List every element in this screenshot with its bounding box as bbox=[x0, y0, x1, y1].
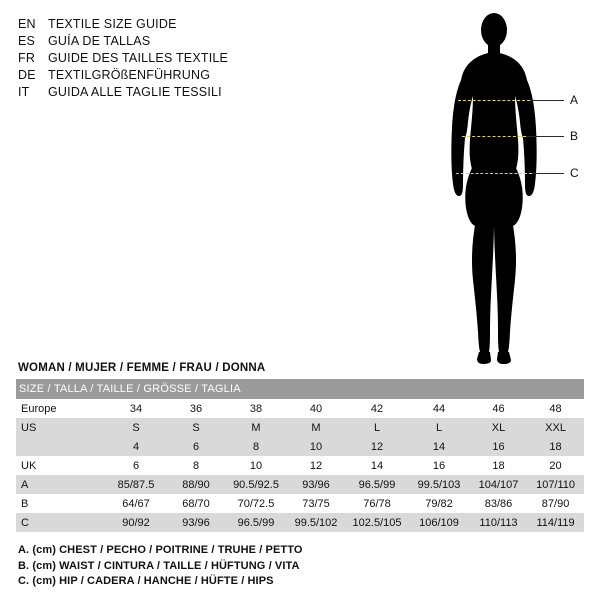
language-code: ES bbox=[18, 34, 36, 48]
cell: 93/96 bbox=[286, 475, 346, 494]
table-row bbox=[16, 494, 584, 513]
cell: 34 bbox=[106, 399, 166, 418]
cell: L bbox=[408, 418, 470, 437]
cell: 46 bbox=[470, 399, 527, 418]
cell: 64/67 bbox=[106, 494, 166, 513]
measure-leader-a bbox=[530, 100, 564, 101]
cell: M bbox=[226, 418, 286, 437]
cell: 68/70 bbox=[166, 494, 226, 513]
cell: 96.5/99 bbox=[226, 513, 286, 532]
measure-line-b bbox=[462, 136, 526, 137]
body-figure-diagram bbox=[410, 8, 590, 368]
language-title: TEXTILE SIZE GUIDE bbox=[48, 17, 177, 31]
cell: 12 bbox=[286, 456, 346, 475]
cell: 83/86 bbox=[470, 494, 527, 513]
cell: 110/113 bbox=[470, 513, 527, 532]
cell: 90.5/92.5 bbox=[226, 475, 286, 494]
measure-leader-c bbox=[532, 173, 564, 174]
table-row bbox=[16, 437, 584, 456]
measure-label-b: B bbox=[570, 129, 579, 143]
cell: 102.5/105 bbox=[346, 513, 408, 532]
language-titles bbox=[18, 16, 318, 101]
legend-item-b: B. (cm) WAIST / CINTURA / TAILLE / HÜFTUNG / VITA bbox=[18, 559, 300, 572]
legend-item-a: A. (cm) CHEST / PECHO / POITRINE / TRUHE / PETTO bbox=[18, 544, 303, 556]
language-title: GUIDE DES TAILLES TEXTILE bbox=[48, 51, 229, 65]
cell: 8 bbox=[166, 456, 226, 475]
row-label: A bbox=[16, 475, 106, 494]
cell: L bbox=[346, 418, 408, 437]
language-row bbox=[18, 84, 318, 101]
cell: 87/90 bbox=[527, 494, 584, 513]
cell: 18 bbox=[470, 456, 527, 475]
measurement-legend bbox=[18, 543, 578, 590]
row-label: US bbox=[16, 418, 106, 437]
cell: 42 bbox=[346, 399, 408, 418]
table-row bbox=[16, 399, 584, 418]
language-row bbox=[18, 67, 318, 84]
cell: 10 bbox=[286, 437, 346, 456]
cell: 10 bbox=[226, 456, 286, 475]
row-label bbox=[16, 437, 106, 456]
cell: 18 bbox=[527, 437, 584, 456]
cell: 99.5/103 bbox=[408, 475, 470, 494]
cell: 36 bbox=[166, 399, 226, 418]
language-title: TEXTILGRÖßENFÜHRUNG bbox=[48, 68, 211, 82]
language-row bbox=[18, 50, 318, 67]
measure-line-a bbox=[458, 100, 530, 101]
cell: 104/107 bbox=[470, 475, 527, 494]
measure-leader-b bbox=[526, 136, 564, 137]
table-header-row bbox=[16, 379, 584, 399]
cell: 106/109 bbox=[408, 513, 470, 532]
cell: 85/87.5 bbox=[106, 475, 166, 494]
cell: 40 bbox=[286, 399, 346, 418]
cell: 12 bbox=[346, 437, 408, 456]
language-title: GUIDA ALLE TAGLIE TESSILI bbox=[48, 85, 222, 99]
size-table bbox=[16, 379, 584, 532]
cell: 88/90 bbox=[166, 475, 226, 494]
cell: M bbox=[286, 418, 346, 437]
measure-label-c: C bbox=[570, 166, 579, 180]
legend-item-c: C. (cm) HIP / CADERA / HANCHE / HÜFTE / HIPS bbox=[18, 575, 274, 587]
language-code: FR bbox=[18, 51, 36, 65]
cell: 114/119 bbox=[527, 513, 584, 532]
cell: S bbox=[166, 418, 226, 437]
cell: XXL bbox=[527, 418, 584, 437]
cell: 8 bbox=[226, 437, 286, 456]
cell: 14 bbox=[408, 437, 470, 456]
cell: 14 bbox=[346, 456, 408, 475]
cell: XL bbox=[470, 418, 527, 437]
language-code: DE bbox=[18, 68, 36, 82]
measure-label-a: A bbox=[570, 93, 579, 107]
row-label: UK bbox=[16, 456, 106, 475]
cell: 4 bbox=[106, 437, 166, 456]
language-row bbox=[18, 16, 318, 33]
language-code: IT bbox=[18, 85, 30, 99]
cell: 99.5/102 bbox=[286, 513, 346, 532]
cell: 38 bbox=[226, 399, 286, 418]
row-label: C bbox=[16, 513, 106, 532]
cell: 79/82 bbox=[408, 494, 470, 513]
cell: 70/72.5 bbox=[226, 494, 286, 513]
language-row bbox=[18, 33, 318, 50]
table-group-heading: WOMAN / MUJER / FEMME / FRAU / DONNA bbox=[18, 362, 266, 374]
cell: 93/96 bbox=[166, 513, 226, 532]
cell: 48 bbox=[527, 399, 584, 418]
cell: 6 bbox=[106, 456, 166, 475]
cell: 73/75 bbox=[286, 494, 346, 513]
cell: 96.5/99 bbox=[346, 475, 408, 494]
cell: 16 bbox=[470, 437, 527, 456]
measure-line-c bbox=[456, 173, 532, 174]
cell: 107/110 bbox=[527, 475, 584, 494]
row-label: B bbox=[16, 494, 106, 513]
cell: S bbox=[106, 418, 166, 437]
table-row bbox=[16, 513, 584, 532]
language-title: GUÍA DE TALLAS bbox=[48, 34, 151, 48]
language-code: EN bbox=[18, 17, 36, 31]
row-label: Europe bbox=[16, 399, 106, 418]
table-row bbox=[16, 475, 584, 494]
cell: 20 bbox=[527, 456, 584, 475]
cell: 6 bbox=[166, 437, 226, 456]
cell: 44 bbox=[408, 399, 470, 418]
size-table-section bbox=[16, 362, 584, 532]
table-header-label: SIZE / TALLA / TAILLE / GRÖSSE / TAGLIA bbox=[16, 379, 584, 399]
female-silhouette-icon bbox=[410, 8, 590, 368]
table-row bbox=[16, 418, 584, 437]
cell: 76/78 bbox=[346, 494, 408, 513]
cell: 90/92 bbox=[106, 513, 166, 532]
table-row bbox=[16, 456, 584, 475]
cell: 16 bbox=[408, 456, 470, 475]
